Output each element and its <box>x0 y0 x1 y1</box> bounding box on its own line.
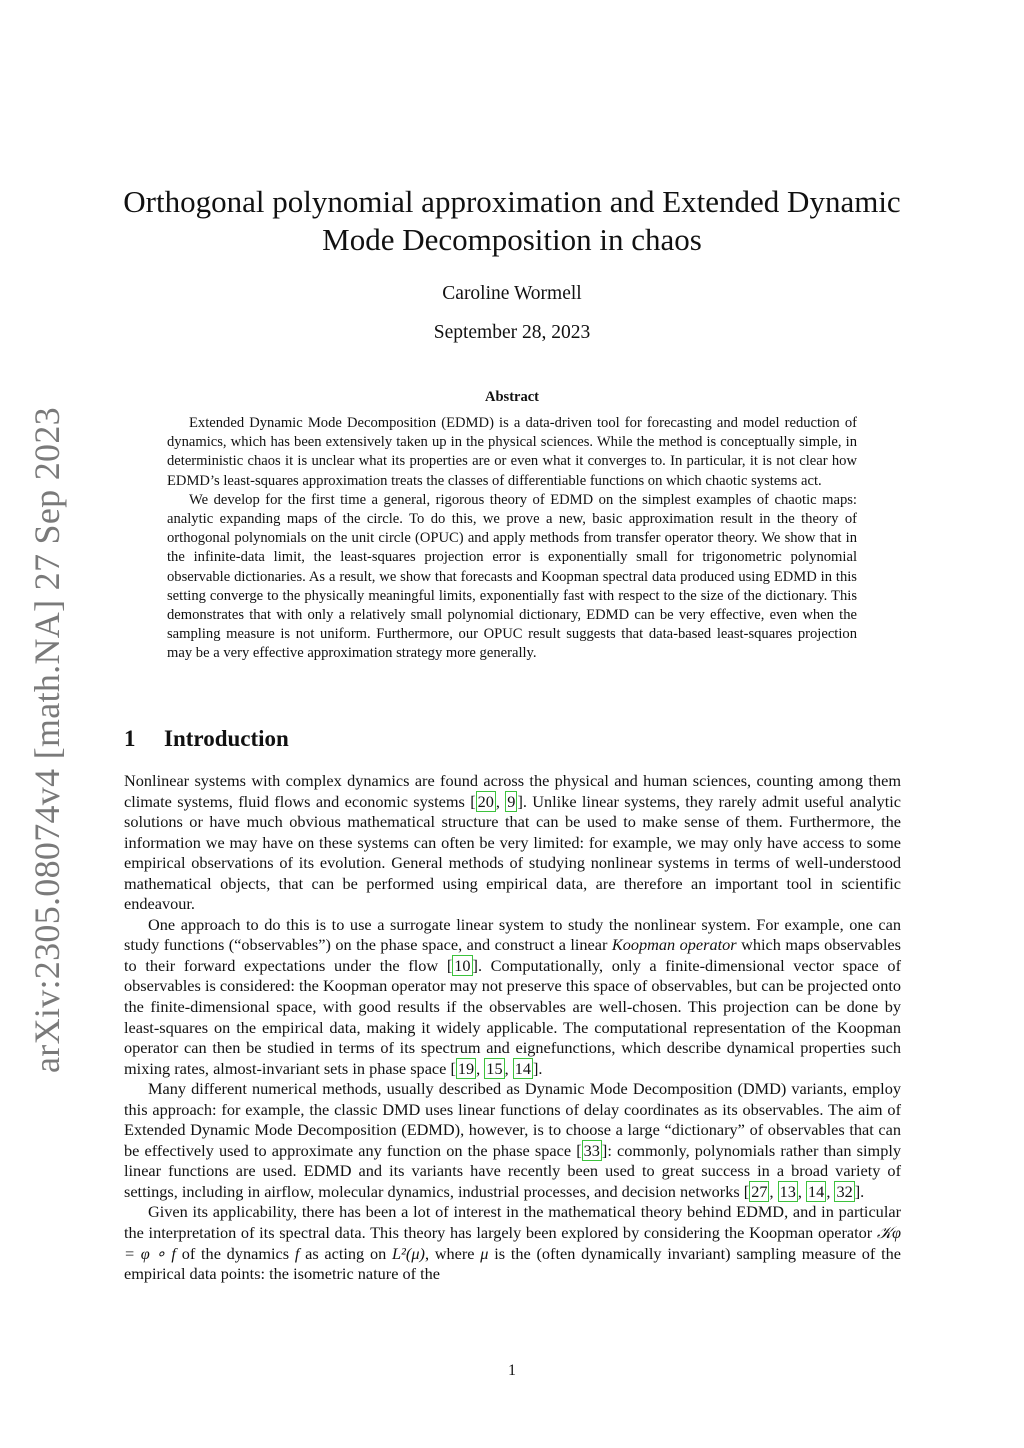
publication-date: September 28, 2023 <box>433 322 591 343</box>
abstract <box>167 414 857 664</box>
citation-link[interactable]: 14 <box>808 1181 825 1201</box>
text-run: , <box>797 1181 807 1201</box>
text-run: , <box>495 791 506 811</box>
citation-link[interactable]: 20 <box>477 791 494 811</box>
citation-link[interactable]: 32 <box>836 1181 853 1201</box>
author-name: Caroline Wormell <box>442 283 582 304</box>
math-measure-symbol: μ <box>480 1243 489 1263</box>
citation-link[interactable]: 27 <box>751 1181 768 1201</box>
emphasis-term: Koopman operator <box>611 935 737 955</box>
paper-title <box>112 183 912 259</box>
intro-paragraph-1: Nonlinear systems with complex dynamics are found across the physical and human sciences, counting among them climate systems, fluid flows and economic systems [ 20 , 9 ]. Unlike linear systems, they rarely admit useful analytic solutions or have much obvious mathematical structure that can be used to make sense of them. Furthermore, the information we may have on these systems can often be very limited: for example, we may only have access to some empirical observations of its evolution. General methods of studying nonlinear systems in terms of well-understood mathematical objects, that can be performed using empirical data, are therefore an important tool in scientific endeavour. <box>124 771 902 914</box>
abstract-paragraph-1: Extended Dynamic Mode Decomposition (EDMD) is a data-driven tool for forecasting and model reduction of dynamics, which has been extensively taken up in the physical sciences. While the method is conceptually simple, in deterministic chaos it is unclear what its properties are or even what it converges to. In particular, it is not clear how EDMD’s least-squares approximation treats the classes of differentiable functions on which chaotic systems act. <box>167 415 857 489</box>
abstract-heading: Abstract <box>485 389 539 405</box>
text-run: , <box>769 1181 778 1201</box>
text-run: . <box>538 1058 543 1078</box>
text-run: as acting on <box>299 1243 392 1263</box>
math-l2-space: L²(μ) <box>391 1243 425 1263</box>
citation-link[interactable]: 14 <box>514 1058 531 1078</box>
arxiv-identifier: arXiv:2305.08074v4 [math.NA] 27 Sep 2023 <box>27 407 67 1073</box>
abstract-paragraph-2: We develop for the first time a general, rigorous theory of EDMD on the simplest examples of chaotic maps: analytic expanding maps of the circle. To do this, we prove a new, basic approximation result in the theory of orthogonal polynomials on the unit circle (OPUC) and apply methods from transfer operator theory. We show that in the infinite-data limit, the least-squares projection error is exponentially small for trigonometric polynomial observable dictionaries. As a result, we show that forecasts and Koopman spectral data produced using EDMD in this setting converge to the physically meaningful limits, exponentially fast with respect to the size of the dictionary. This demonstrates that with only a relatively small polynomial dictionary, EDMD can be very effective, even when the sampling measure is not uniform. Furthermore, our OPUC result suggests that data-based least-squares projection may be a very effective approximation strategy more generally. <box>167 491 857 662</box>
text-run: which maps observables to their forward expectations under the flow <box>124 935 901 975</box>
citation-link[interactable]: 19 <box>457 1058 475 1078</box>
citation-link[interactable]: 13 <box>779 1181 796 1201</box>
text-run: , <box>826 1181 835 1201</box>
text-run: Nonlinear systems with complex dynamics are found across the physical and human sciences, counting among them climate systems, fluid flows and economic systems <box>124 771 901 811</box>
math-koopman-operator: 𝒦φ = φ ∘ f <box>124 1223 901 1263</box>
text-run: : commonly, polynomials rather than simply linear functions are used. EDMD and its variants have recently been used to great success in a broad variety of settings, including in airflow, molecular dynamics, industrial processes, and decision networks <box>124 1140 901 1201</box>
text-run: Given its applicability, there has been a lot of interest in the mathematical theory behind EDMD, and in particular the interpretation of its spectral data. This theory has largely been explored by considering the Koopman operator <box>124 1202 901 1243</box>
text-run: One approach to do this is to use a surrogate linear system to study the nonlinear system. For example, one can study functions (“observables”) on the phase space, and construct a linear <box>124 914 901 955</box>
text-run: , <box>476 1058 485 1078</box>
text-run: . <box>860 1181 865 1201</box>
title-line-1: Orthogonal polynomial approximation and Extended Dynamic <box>123 184 901 219</box>
text-run: is the (often dynamically invariant) sampling measure of the empirical data points: the isometric nature of the <box>124 1243 901 1284</box>
text-run: . Unlike linear systems, they rarely admit useful analytic solutions or have much obvious mathematical structure that can be used to make sense of them. Furthermore, the information we may have on these systems can often be very limited: for example, we may only have access to some empirical observations of its evolution. General methods of studying nonlinear systems in terms of well-understood mathematical objects, that can be performed using empirical data, are therefore an important tool in scientific endeavour. <box>124 791 902 914</box>
title-line-2: Mode Decomposition in chaos <box>322 222 702 257</box>
citation-link[interactable]: 9 <box>507 791 516 811</box>
citation-link[interactable]: 33 <box>583 1140 600 1160</box>
citation-link[interactable]: 15 <box>486 1058 503 1078</box>
intro-paragraph-3: Many different numerical methods, usually described as Dynamic Mode Decomposition (DMD) variants, employ this approach: for example, the classic DMD uses linear functions of delay coordinates as its observables. The aim of Extended Dynamic Mode Decomposition (EDMD), however, is to choose a large “dictionary” of observables that can be effectively used to approximate any function on the phase space [ 33 ]: commonly, polynomials rather than simply linear functions are used. EDMD and its variants have recently been used to great success in a broad variety of settings, including in airflow, molecular dynamics, industrial processes, and decision networks [ 27 , 13 , 14 , 32 ]. <box>124 1079 901 1201</box>
introduction-body <box>124 771 901 1285</box>
intro-paragraph-4 <box>124 1202 901 1284</box>
text-run: . Computationally, only a finite-dimensional vector space of observables is considered: the Koopman operator may not preserve this space of observables, but can be projected onto the finite-dimensional space, with good results if the observables are well-chosen. This projection can be done by least-squares on the empirical data, making it widely applicable. The computational representation of the Koopman operator can then be studied in terms of its spectrum and eignefunctions, which describe dynamical properties such mixing rates, almost-invariant sets in phase space <box>124 955 901 1078</box>
text-run: of the dynamics <box>175 1243 295 1263</box>
math-dynamics-symbol: f <box>294 1243 300 1263</box>
intro-paragraph-2: One approach to do this is to use a surrogate linear system to study the nonlinear system. For example, one can study functions (“observables”) on the phase space, and construct a linear Koopman operator which maps observables to their forward expectations under the flow [ 10 ]. Computationally, only a finite-dimensional vector space of observables is considered: the Koopman operator may not preserve this space of observables, but can be projected onto the finite-dimensional space, with good results if the observables are well-chosen. This projection can be done by least-squares on the empirical data, making it widely applicable. The computational representation of the Koopman operator can then be studied in terms of its spectrum and eignefunctions, which describe dynamical properties such mixing rates, almost-invariant sets in phase space [ 19 , 15 , 14 ]. <box>124 914 901 1078</box>
section-title: Introduction <box>164 726 289 751</box>
section-number: 1 <box>124 726 136 751</box>
text-run: Many different numerical methods, usually described as Dynamic Mode Decomposition (DMD) variants, employ this approach: for example, the classic DMD uses linear functions of delay coordinates as its observables. The aim of Extended Dynamic Mode Decomposition (EDMD), however, is to choose a large “dictionary” of observables that can be effectively used to approximate any function on the phase space <box>124 1079 901 1160</box>
section-heading-introduction <box>124 726 289 752</box>
citation-link[interactable]: 10 <box>454 955 471 975</box>
page-number: 1 <box>508 1362 516 1379</box>
text-run: , <box>504 1058 513 1078</box>
text-run: , where <box>424 1243 481 1263</box>
